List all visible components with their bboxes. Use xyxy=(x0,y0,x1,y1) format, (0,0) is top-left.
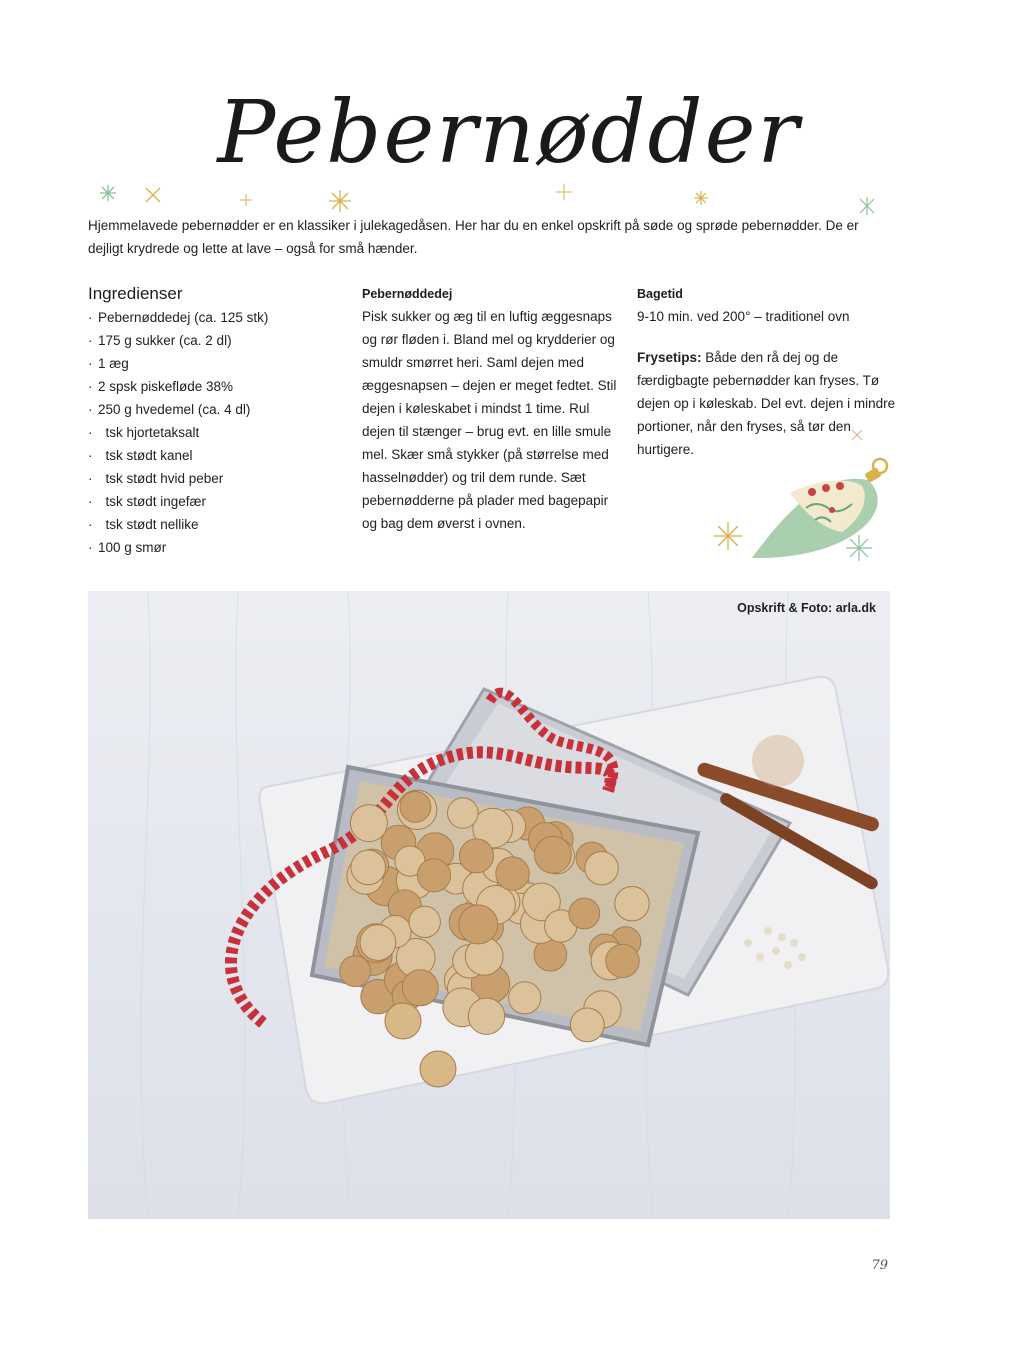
photo-credit: Opskrift & Foto: arla.dk xyxy=(737,601,876,615)
freeze-tip xyxy=(637,346,897,461)
page-title: Pebernødder xyxy=(217,83,801,183)
list-item: · 1 æg xyxy=(88,356,129,371)
sparkle-icon xyxy=(714,522,742,550)
list-item: · Pebernøddedej (ca. 125 stk) xyxy=(88,310,269,325)
list-item: · 2 spsk piskefløde 38% xyxy=(88,379,234,394)
page-number: 79 xyxy=(871,1258,888,1273)
sparkle-icon xyxy=(860,197,874,215)
list-item: · tsk stødt kanel xyxy=(88,448,193,463)
list-item: · tsk hjortetaksalt xyxy=(88,425,200,440)
intro-text: Hjemmelavede pebernødder er en klassiker i julekagedåsen. Her har du en enkel opskrift på søde og sprøde pebernødder. De er dejligt krydrede og lette at lave – også for små hænder. xyxy=(88,218,859,256)
method-heading: Pebernøddedej xyxy=(362,287,453,301)
sparkle-icon xyxy=(240,194,252,206)
ingredients-column xyxy=(88,283,328,559)
recipe-photo xyxy=(88,591,890,1219)
method-column xyxy=(362,283,617,535)
list-item: · 250 g hvedemel (ca. 4 dl) xyxy=(88,402,251,417)
list-item: · tsk stødt hvid peber xyxy=(88,471,224,486)
sparkle-icon xyxy=(146,188,160,202)
baking-time-text: 9-10 min. ved 200° – traditionel ovn xyxy=(637,309,850,324)
sparkle-icon xyxy=(846,535,872,561)
list-item: · 175 g sukker (ca. 2 dl) xyxy=(88,333,232,348)
list-item: · tsk stødt ingefær xyxy=(88,494,207,509)
baking-column xyxy=(637,283,897,461)
ingredients-heading: Ingredienser xyxy=(88,284,183,303)
cookies-icon xyxy=(88,591,890,1219)
ingredients-list xyxy=(88,306,328,559)
baking-heading: Bagetid xyxy=(637,287,683,301)
freeze-tip-text: Både den rå dej og de færdigbagte pebernødder kan fryses. Tø dejen op i køleskab. Del evt. dejen i mindre portioner, når den fryses, så tør den hurtigere. xyxy=(637,350,896,457)
sparkle-icon xyxy=(329,190,351,212)
list-item: · 100 g smør xyxy=(88,540,167,555)
method-text: Pisk sukker og æg til en luftig æggesnaps og rør fløden i. Bland mel og krydderier og smuldr smørret heri. Saml dejen med æggesnapsen – dejen er meget fedtet. Stil dejen i køleskabet i mindst 1 time. Rul dejen til stænger – brug evt. en lille smule mel. Skær små stykker (på størrelse med hasselnødder) og tril dem runde. Sæt pebernødderne på plader med bagepapir og bag dem øverst i ovnen. xyxy=(362,309,617,531)
list-item: · tsk stødt nellike xyxy=(88,517,199,532)
freeze-tip-label: Frysetips: xyxy=(637,350,702,365)
christmas-ornament-icon xyxy=(752,459,887,558)
sparkle-icon xyxy=(694,191,708,205)
